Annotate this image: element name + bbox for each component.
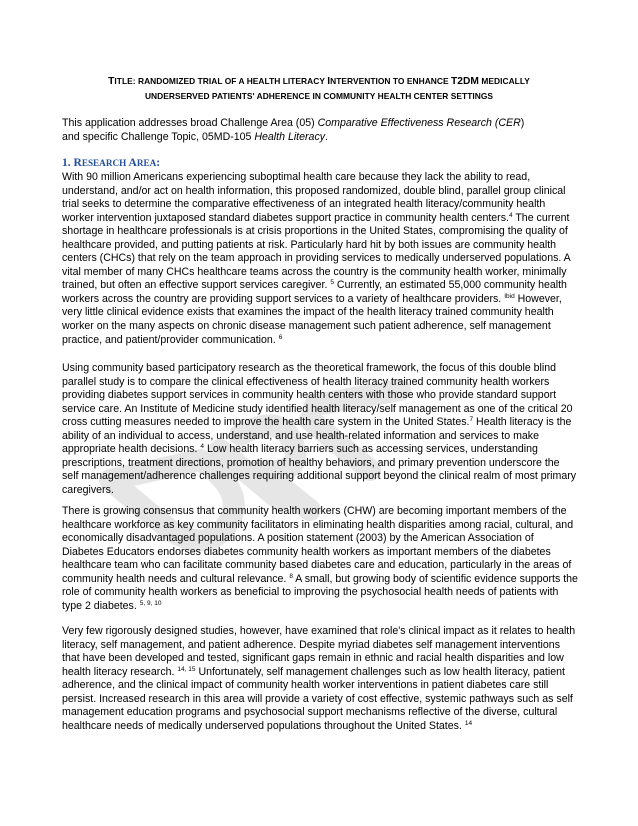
title-line-2: UNDERSERVED PATIENTS' ADHERENCE IN COMMUNITY HEALTH CENTER SETTINGS [144, 91, 494, 101]
paragraph-2: Using community based participatory research as the theoretical framework, the focus of this double blind parallel study is to compare the clinical effectiveness of health literacy trained community health workers providing diabetes support services in community health centers with those who provide standard support service care. An Institute of Medicine study identified health literacy/self management as one of the critical 20 cross cutting measures needed to improve the health care system in the United States.$^7$ Health literacy is the ability of an individual to access, understand, and use health-related information and services to make appropriate health decisions. $^4$ Low health literacy barriers such as accessing services, understanding prescriptions, treatment directions, promotion of healthy behaviors, and primary prevention underscore the self management/adherence challenges requiring additional support beyond the clinical realm of most primary caregivers. [62, 362, 577, 496]
title-line-1: TITLE: RANDOMIZED TRIAL OF A HEALTH LITERACY INTERVENTION TO ENHANCE T2DM MEDICALLY [108, 76, 530, 87]
paragraph-4: Very few rigorously designed studies, however, have examined that role's clinical impact as it relates to health literacy, self management, and patient adherence. Despite myriad diabetes self management interventions that have been developed and tested, significant gaps remain in ethnic and racial health disparities and low health literacy research. $^{14, 15}$ Unfortunately, self management challenges such as low health literacy, patient adherence, and the clinical impact of community health worker interventions in patient diabetes care still persist. Increased research in this area will provide a variety of cost effective, systemic pathways such as self management education programs and psychosocial support mechanisms reflective of the diverse, cultural healthcare needs of medically underserved populations throughout the United States. $^{14}$ [62, 625, 576, 732]
section-heading-research-area: 1. RESEARCH AREA: [62, 157, 161, 169]
intro-paragraph: This application addresses broad Challenge Area (05) Comparative Effectiveness Research (CER) and specific Challenge Topic, 05MD-105 Health Literacy. [62, 117, 525, 143]
paragraph-1: With 90 million Americans experiencing suboptimal health care because they lack the ability to read, understand, and/or act on health information, this proposed randomized, double blind, parallel group clinical trial seeks to determine the comparative effectiveness of an integrated health literacy/community health worker intervention juxtaposed standard diabetes support practice in community health centers.$^4$ The current shortage in healthcare professionals is at crisis proportions in the United States, compromising the quality of healthcare provided, and putting patients at risk. Particularly hard hit by both issues are community health centers (CHCs) that rely on the team approach in providing services to medically underserved populations. A vital member of many CHCs healthcare teams across the country is the community health worker, minimally trained, but often an effective support services caregiver. $^5$ Currently, an estimated 55,000 community health workers across the country are providing support services to a variety of healthcare providers. $^{Ibid}$ However, very little clinical evidence exists that examines the impact of the health literacy trained community health worker on the many aspects on chronic disease management such patient adherence, self management practice, and patient/provider communication. $^6$ [62, 171, 571, 346]
document-title [60, 74, 578, 104]
paragraph-3: There is growing consensus that community health workers (CHW) are becoming important members of the healthcare workforce as key community facilitators in eliminating health disparities among racial, cultural, and economically disadvantaged populations. A position statement (2003) by the American Association of Diabetes Educators endorses diabetes community health workers as important members of the diabetes healthcare team who can facilitate community based diabetes care and education, particularly in the areas of community health needs and cultural relevance. $^8$ A small, but growing body of scientific evidence supports the role of community health workers as beneficial to improving the psychosocial health needs of patients with type 2 diabetes. $^{5, 9, 10}$ [62, 505, 578, 612]
